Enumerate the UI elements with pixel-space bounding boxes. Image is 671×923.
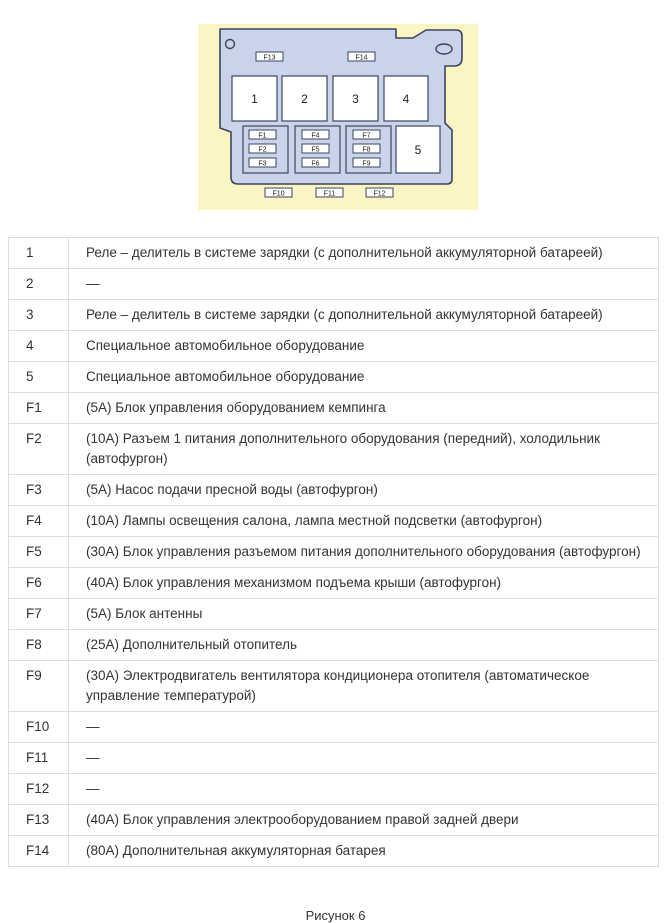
table-row — [9, 805, 659, 836]
table-row — [9, 712, 659, 743]
row-id: F10 — [9, 712, 69, 743]
table-row — [9, 537, 659, 568]
row-description: Специальное автомобильное оборудование — [69, 331, 659, 362]
relay-4 — [384, 76, 428, 121]
table-row — [9, 661, 659, 712]
fuse-label: F1 — [258, 132, 267, 140]
fuse-label: F13 — [263, 54, 276, 62]
row-description: Реле – делитель в системе зарядки (с дополнительной аккумуляторной батареей) — [69, 238, 659, 269]
fuse-F11 — [316, 188, 343, 198]
row-description: (80А) Дополнительная аккумуляторная батарея — [69, 836, 659, 867]
fuse-table-body — [9, 238, 659, 867]
row-id: F3 — [9, 475, 69, 506]
fuse-F3 — [249, 158, 276, 168]
table-row — [9, 630, 659, 661]
row-description: (5А) Блок антенны — [69, 599, 659, 630]
mounting-hole-left — [226, 40, 235, 49]
fuse-assignment-table — [8, 237, 659, 867]
table-row — [9, 568, 659, 599]
row-id: F8 — [9, 630, 69, 661]
fuse-F6 — [302, 158, 329, 168]
table-row — [9, 774, 659, 805]
row-description: Специальное автомобильное оборудование — [69, 362, 659, 393]
relay-label: 3 — [352, 92, 359, 106]
row-description: (10А) Лампы освещения салона, лампа местной подсветки (автофургон) — [69, 506, 659, 537]
fuse-F12 — [366, 188, 393, 198]
table-row — [9, 836, 659, 867]
row-id: F9 — [9, 661, 69, 712]
fuse-F4 — [302, 130, 329, 140]
relay-5 — [396, 126, 440, 173]
relay-3 — [333, 76, 378, 121]
fuse-label: F12 — [373, 190, 386, 198]
row-id: 4 — [9, 331, 69, 362]
row-description: (40А) Блок управления электрооборудованием правой задней двери — [69, 805, 659, 836]
row-description: (25А) Дополнительный отопитель — [69, 630, 659, 661]
fuse-label: F9 — [362, 160, 371, 168]
row-description: (5А) Блок управления оборудованием кемпинга — [69, 393, 659, 424]
fuse-F14 — [348, 52, 375, 62]
row-description: (40А) Блок управления механизмом подъема крыши (автофургон) — [69, 568, 659, 599]
table-row — [9, 393, 659, 424]
fuse-label: F6 — [311, 160, 320, 168]
fuse-label: F14 — [355, 54, 368, 62]
row-description: Реле – делитель в системе зарядки (с дополнительной аккумуляторной батареей) — [69, 300, 659, 331]
relay-label: 5 — [414, 143, 422, 157]
row-id: F2 — [9, 424, 69, 475]
fuse-F2 — [249, 144, 276, 154]
table-row — [9, 599, 659, 630]
relay-2 — [282, 76, 327, 121]
row-id: F7 — [9, 599, 69, 630]
row-id: 1 — [9, 238, 69, 269]
fuse-F1 — [249, 130, 276, 140]
fuse-label: F10 — [272, 190, 285, 198]
table-row — [9, 506, 659, 537]
fuse-F8 — [353, 144, 380, 154]
fuse-F10 — [265, 188, 292, 198]
row-id: F1 — [9, 393, 69, 424]
fuse-box-diagram — [198, 24, 478, 210]
row-id: F11 — [9, 743, 69, 774]
fuse-label: F7 — [362, 132, 371, 140]
row-description: (5А) Насос подачи пресной воды (автофургон) — [69, 475, 659, 506]
table-row — [9, 238, 659, 269]
row-id: 3 — [9, 300, 69, 331]
fuse-label: F11 — [323, 190, 336, 198]
row-description: — — [69, 743, 659, 774]
table-row — [9, 300, 659, 331]
table-row — [9, 269, 659, 300]
table-row — [9, 362, 659, 393]
fuse-label: F5 — [311, 146, 320, 154]
fuse-F5 — [302, 144, 329, 154]
fuse-F7 — [353, 130, 380, 140]
row-description: — — [69, 269, 659, 300]
row-description: (30А) Блок управления разъемом питания дополнительного оборудования (автофургон) — [69, 537, 659, 568]
relay-label: 1 — [251, 92, 258, 106]
fuse-F13 — [256, 52, 283, 62]
row-id: F12 — [9, 774, 69, 805]
row-description: — — [69, 712, 659, 743]
relay-1 — [232, 76, 277, 121]
fuse-label: F8 — [362, 146, 371, 154]
row-id: 2 — [9, 269, 69, 300]
row-id: F13 — [9, 805, 69, 836]
row-id: F14 — [9, 836, 69, 867]
row-id: F4 — [9, 506, 69, 537]
relay-label: 4 — [402, 92, 410, 106]
fuse-label: F2 — [258, 146, 267, 154]
fuse-label: F4 — [311, 132, 320, 140]
row-id: 5 — [9, 362, 69, 393]
figure-caption: Рисунок 6 — [305, 908, 366, 923]
row-id: F6 — [9, 568, 69, 599]
row-description: (10А) Разъем 1 питания дополнительного оборудования (передний), холодильник (автофургон) — [69, 424, 659, 475]
row-description: — — [69, 774, 659, 805]
table-row — [9, 331, 659, 362]
fuse-label: F3 — [258, 160, 267, 168]
table-row — [9, 743, 659, 774]
row-description: (30А) Электродвигатель вентилятора кондиционера отопителя (автоматическое управление температурой) — [69, 661, 659, 712]
table-row — [9, 475, 659, 506]
fuse-F9 — [353, 158, 380, 168]
row-id: F5 — [9, 537, 69, 568]
mounting-hole-right — [436, 44, 452, 54]
relay-label: 2 — [301, 92, 308, 106]
table-row — [9, 424, 659, 475]
